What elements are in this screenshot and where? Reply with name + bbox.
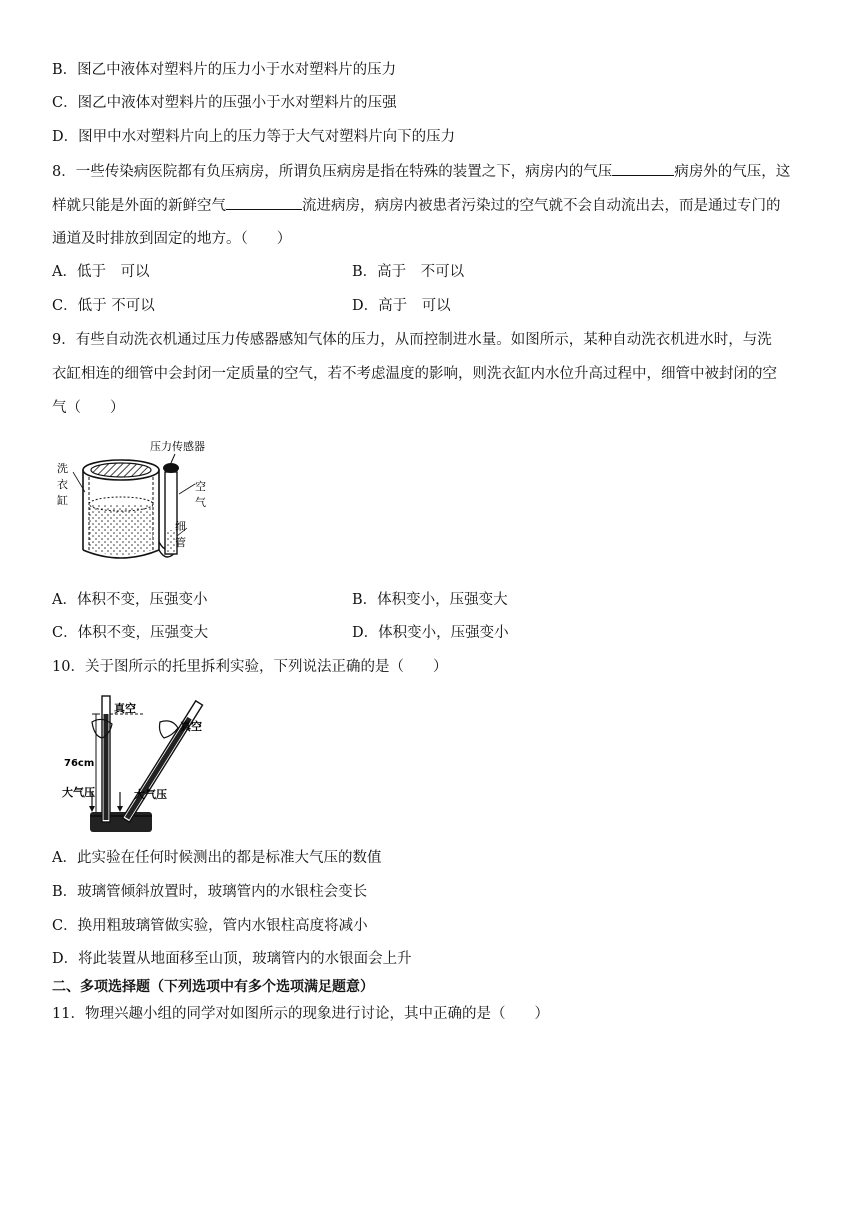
tank-water — [89, 504, 153, 555]
q7-option-b: B．图乙中液体对塑料片的压力小于水对塑料片的压力 — [52, 62, 397, 78]
q8-option-d: D．高于 可以 — [352, 298, 451, 314]
pressure-sensor — [163, 463, 179, 473]
torricelli-figure — [62, 692, 222, 837]
q10-option-a: A．此实验在任何时候测出的都是标准大气压的数值 — [52, 850, 382, 866]
q10-option-d: D．将此装置从地面移至山顶，玻璃管内的水银面会上升 — [52, 951, 412, 967]
q9-option-d: D．体积变小，压强变小 — [352, 625, 509, 641]
q8-blank-1 — [612, 161, 674, 176]
q7-option-d: D．图甲中水对塑料片向上的压力等于大气对塑料片向下的压力 — [52, 129, 456, 145]
q8-text-2b: 流进病房，病房内被患者污染过的空气就不会自动流出去，而是通过专门的 — [302, 198, 781, 214]
q8-text-2a: 样就只能是外面的新鲜空气 — [52, 198, 226, 214]
tank-lid — [91, 463, 151, 477]
label-tank-1: 洗 — [57, 462, 68, 475]
q10-option-b: B．玻璃管倾斜放置时，玻璃管内的水银柱会变长 — [52, 884, 368, 900]
label-tube-1: 细 — [175, 520, 186, 533]
section-2-title: 二、多项选择题（下列选项中有多个选项满足题意） — [52, 979, 374, 995]
q8-option-c: C．低于 不可以 — [52, 298, 155, 314]
q9-stem-line3: 气（ ） — [52, 400, 125, 416]
label-vacuum-1: 真空 — [114, 702, 136, 715]
q9-option-a: A．体积不变，压强变小 — [52, 592, 208, 608]
label-pressure-sensor: 压力传感器 — [150, 440, 205, 453]
q9-option-c: C．体积不变，压强变大 — [52, 625, 209, 641]
label-tank-3: 缸 — [57, 494, 68, 507]
washing-machine-figure — [55, 432, 225, 577]
q10-stem: 10．关于图所示的托里拆利实验，下列说法正确的是（ ） — [52, 659, 448, 675]
label-tube-2: 管 — [175, 536, 186, 549]
q8-option-a: A．低于 可以 — [52, 264, 150, 280]
label-vacuum-2: 真空 — [180, 720, 202, 733]
mercury-dish — [90, 812, 152, 832]
label-air-1: 空 — [195, 480, 206, 493]
label-height: 76cm — [64, 758, 95, 769]
q8-stem-line1 — [52, 161, 790, 182]
q9-stem-line1: 9．有些自动洗衣机通过压力传感器感知气体的压力，从而控制进水量。如图所示，某种自动洗衣机进水时，与洗 — [52, 332, 772, 348]
q11-stem: 11．物理兴趣小组的同学对如图所示的现象进行讨论，其中正确的是（ ） — [52, 1006, 549, 1022]
q8-blank-2 — [226, 195, 302, 210]
q8-stem-line3: 通道及时排放到固定的地方。（ ） — [52, 231, 292, 247]
q7-option-c: C．图乙中液体对塑料片的压强小于水对塑料片的压强 — [52, 95, 397, 111]
label-tank-2: 衣 — [57, 478, 68, 491]
label-atm-2: 大气压 — [134, 788, 167, 801]
q9-option-b: B．体积变小，压强变大 — [352, 592, 508, 608]
q8-text-1b: 病房外的气压，这 — [674, 164, 791, 180]
q8-text-1a: 8．一些传染病医院都有负压病房，所谓负压病房是指在特殊的装置之下，病房内的气压 — [52, 164, 613, 180]
q10-option-c: C．换用粗玻璃管做实验，管内水银柱高度将减小 — [52, 918, 368, 934]
q8-option-b: B．高于 不可以 — [352, 264, 465, 280]
label-air-2: 气 — [195, 496, 206, 509]
q9-stem-line2: 衣缸相连的细管中会封闭一定质量的空气，若不考虑温度的影响，则洗衣缸内水位升高过程中，细管中被封闭的空 — [52, 366, 777, 382]
q8-stem-line2 — [52, 195, 781, 216]
label-atm-1: 大气压 — [62, 786, 95, 799]
